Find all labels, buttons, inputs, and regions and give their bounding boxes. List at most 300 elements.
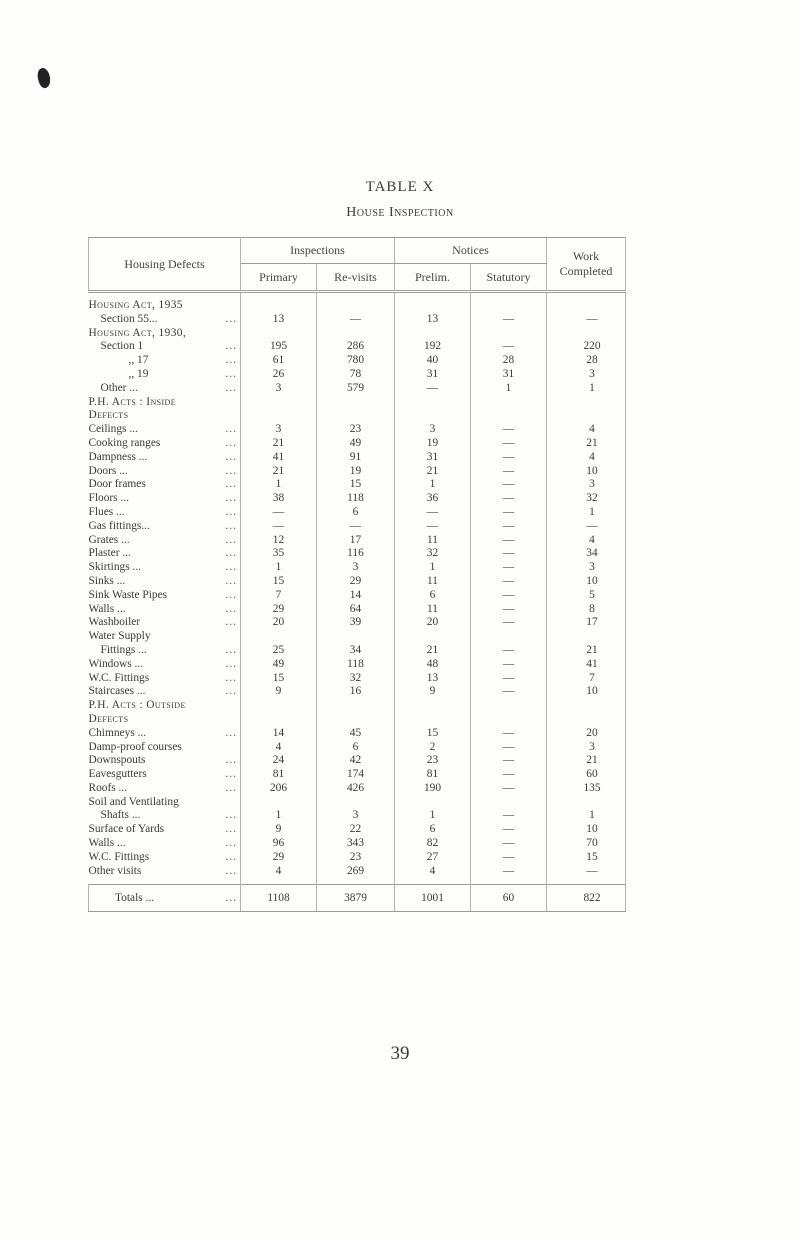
header-work-completed	[547, 238, 626, 292]
cell-primary: 3	[241, 382, 317, 396]
cell-work-completed	[547, 409, 626, 423]
table-row	[89, 478, 626, 492]
cell-statutory	[471, 299, 547, 313]
cell-primary: 9	[241, 823, 317, 837]
cell-revisits: 3	[317, 561, 395, 575]
cell-statutory	[471, 327, 547, 341]
row-label-text: Gas fittings...	[88, 519, 150, 532]
cell-statutory: —	[471, 506, 547, 520]
cell-primary	[241, 409, 317, 423]
row-label	[89, 423, 241, 437]
cell-statutory: —	[471, 547, 547, 561]
cell-prelim: 20	[395, 616, 471, 630]
cell-primary: 4	[241, 741, 317, 755]
cell-revisits: 14	[317, 589, 395, 603]
cell-primary: 3	[241, 423, 317, 437]
cell-work-completed: 17	[547, 616, 626, 630]
row-label-text: Windows ...	[88, 657, 144, 670]
cell-revisits	[317, 699, 395, 713]
cell-work-completed: 135	[547, 782, 626, 796]
cell-revisits: 269	[317, 865, 395, 879]
cell-primary: 24	[241, 754, 317, 768]
cell-work-completed: 15	[547, 851, 626, 865]
cell-prelim: 27	[395, 851, 471, 865]
cell-statutory: —	[471, 534, 547, 548]
table-row	[89, 451, 626, 465]
row-label-text: Eavesgutters	[88, 768, 147, 781]
cell-statutory: —	[471, 851, 547, 865]
house-inspection-table	[88, 237, 626, 912]
cell-primary: —	[241, 520, 317, 534]
section-heading: Housing Act, 1930,	[89, 327, 241, 341]
cell-statutory: —	[471, 340, 547, 354]
leader-dots: ...	[225, 671, 237, 684]
cell-prelim: 1	[395, 561, 471, 575]
leader-dots: ...	[225, 616, 237, 629]
cell-revisits: 34	[317, 644, 395, 658]
leader-dots: ...	[225, 643, 237, 656]
table-row	[89, 768, 626, 782]
cell-statutory: —	[471, 616, 547, 630]
cell-revisits: 32	[317, 672, 395, 686]
row-label-text: Door frames	[88, 478, 146, 491]
cell-statutory: —	[471, 658, 547, 672]
cell-primary: 20	[241, 616, 317, 630]
leader-dots: ...	[225, 726, 237, 739]
cell-statutory: —	[471, 313, 547, 327]
cell-work-completed: 21	[547, 754, 626, 768]
row-label	[89, 603, 241, 617]
table-row	[89, 699, 626, 713]
cell-revisits: 116	[317, 547, 395, 561]
cell-primary: 9	[241, 685, 317, 699]
cell-primary: 29	[241, 603, 317, 617]
table-row	[89, 547, 626, 561]
row-label	[89, 478, 241, 492]
leader-dots: ...	[225, 823, 237, 836]
leader-dots: ...	[225, 450, 237, 463]
row-label	[89, 672, 241, 686]
row-label-text: ,, 17	[128, 354, 149, 367]
cell-revisits: 6	[317, 741, 395, 755]
cell-work-completed: 4	[547, 451, 626, 465]
row-label	[89, 354, 241, 368]
cell-work-completed: 1	[547, 382, 626, 396]
cell-statutory: —	[471, 478, 547, 492]
table-row	[89, 630, 626, 644]
row-label-text: Fittings ...	[100, 643, 147, 656]
cell-prelim: 48	[395, 658, 471, 672]
row-label-text: Chimneys ...	[88, 726, 147, 739]
cell-work-completed: —	[547, 865, 626, 879]
leader-dots: ...	[225, 505, 237, 518]
cell-primary: 14	[241, 727, 317, 741]
cell-revisits: 16	[317, 685, 395, 699]
cell-work-completed: 8	[547, 603, 626, 617]
row-label	[89, 685, 241, 699]
leader-dots: ...	[225, 837, 237, 850]
header-revisits: Re-visits	[317, 264, 395, 292]
leader-dots: ...	[225, 657, 237, 670]
cell-revisits	[317, 409, 395, 423]
section-heading: P.H. Acts : Inside	[89, 396, 241, 410]
cell-prelim: 21	[395, 465, 471, 479]
header-primary: Primary	[241, 264, 317, 292]
cell-work-completed: 32	[547, 492, 626, 506]
cell-primary: 21	[241, 465, 317, 479]
row-label-text: Other ...	[100, 381, 138, 394]
row-label-text: Dampness ...	[88, 450, 148, 463]
cell-prelim: 31	[395, 451, 471, 465]
cell-statutory: —	[471, 492, 547, 506]
cell-primary	[241, 630, 317, 644]
row-label-text: Washboiler	[88, 616, 141, 629]
cell-prelim: —	[395, 520, 471, 534]
table-row	[89, 741, 626, 755]
table-row	[89, 354, 626, 368]
row-label	[89, 506, 241, 520]
cell-revisits: 45	[317, 727, 395, 741]
cell-revisits: 118	[317, 658, 395, 672]
leader-dots: ...	[225, 781, 237, 794]
cell-revisits	[317, 396, 395, 410]
row-label	[89, 741, 241, 755]
cell-statutory	[471, 409, 547, 423]
cell-work-completed	[547, 299, 626, 313]
cell-statutory: —	[471, 754, 547, 768]
table-row	[89, 865, 626, 879]
cell-revisits: 343	[317, 837, 395, 851]
cell-prelim: 21	[395, 644, 471, 658]
totals-row	[89, 885, 626, 912]
cell-revisits	[317, 299, 395, 313]
cell-prelim	[395, 699, 471, 713]
table-row	[89, 603, 626, 617]
row-label-text: Surface of Yards	[88, 823, 165, 836]
cell-revisits: 6	[317, 506, 395, 520]
cell-prelim: 23	[395, 754, 471, 768]
row-label-text: Sink Waste Pipes	[88, 588, 168, 601]
cell-primary: 4	[241, 865, 317, 879]
leader-dots: ...	[225, 685, 237, 698]
row-label	[89, 313, 241, 327]
cell-prelim: 15	[395, 727, 471, 741]
cell-prelim: 82	[395, 837, 471, 851]
cell-prelim: 6	[395, 823, 471, 837]
row-label	[89, 368, 241, 382]
row-label-text: Other visits	[88, 864, 142, 877]
cell-revisits: 64	[317, 603, 395, 617]
cell-work-completed: 3	[547, 741, 626, 755]
leader-dots: ...	[225, 754, 237, 767]
row-label	[89, 547, 241, 561]
header-statutory: Statutory	[471, 264, 547, 292]
table-row	[89, 396, 626, 410]
table-row	[89, 837, 626, 851]
cell-statutory: —	[471, 423, 547, 437]
row-label	[89, 492, 241, 506]
header-inspections: Inspections	[241, 238, 395, 264]
row-label	[89, 561, 241, 575]
leader-dots: ...	[225, 381, 237, 394]
row-label	[89, 451, 241, 465]
cell-revisits: 17	[317, 534, 395, 548]
cell-revisits: —	[317, 520, 395, 534]
cell-work-completed: 21	[547, 644, 626, 658]
cell-prelim: 9	[395, 685, 471, 699]
table-row	[89, 340, 626, 354]
cell-primary: 1	[241, 478, 317, 492]
row-label	[89, 809, 241, 823]
row-label-text: ,, 19	[128, 367, 149, 380]
leader-dots: ...	[225, 464, 237, 477]
cell-work-completed: 70	[547, 837, 626, 851]
cell-revisits: 22	[317, 823, 395, 837]
row-label	[89, 616, 241, 630]
cell-prelim: 19	[395, 437, 471, 451]
cell-statutory: —	[471, 575, 547, 589]
row-label	[89, 520, 241, 534]
section-heading: Housing Act, 1935	[89, 299, 241, 313]
row-label-text: Walls ...	[88, 602, 126, 615]
cell-prelim: 11	[395, 603, 471, 617]
totals-statutory: 60	[471, 885, 547, 912]
cell-prelim: 3	[395, 423, 471, 437]
cell-prelim: 13	[395, 313, 471, 327]
row-label	[89, 589, 241, 603]
cell-revisits: 780	[317, 354, 395, 368]
leader-dots: ...	[225, 547, 237, 560]
cell-prelim: 31	[395, 368, 471, 382]
cell-work-completed: 21	[547, 437, 626, 451]
cell-statutory: 1	[471, 382, 547, 396]
table-row	[89, 437, 626, 451]
cell-revisits	[317, 327, 395, 341]
cell-statutory	[471, 713, 547, 727]
cell-primary: 21	[241, 437, 317, 451]
cell-prelim	[395, 409, 471, 423]
cell-revisits	[317, 796, 395, 810]
row-label	[89, 644, 241, 658]
cell-work-completed: 41	[547, 658, 626, 672]
cell-statutory	[471, 699, 547, 713]
cell-work-completed: 220	[547, 340, 626, 354]
cell-primary	[241, 699, 317, 713]
cell-statutory: —	[471, 465, 547, 479]
cell-work-completed: 10	[547, 465, 626, 479]
cell-prelim	[395, 299, 471, 313]
row-label-text: W.C. Fittings	[88, 671, 150, 684]
table-row	[89, 409, 626, 423]
cell-statutory: —	[471, 603, 547, 617]
table-row	[89, 713, 626, 727]
row-label	[89, 340, 241, 354]
cell-primary: 206	[241, 782, 317, 796]
cell-primary	[241, 327, 317, 341]
table-row	[89, 327, 626, 341]
table-row	[89, 616, 626, 630]
row-subhead	[89, 630, 241, 644]
cell-statutory	[471, 796, 547, 810]
cell-revisits: 579	[317, 382, 395, 396]
cell-primary: 15	[241, 672, 317, 686]
cell-statutory: —	[471, 865, 547, 879]
cell-work-completed	[547, 630, 626, 644]
section-heading: Defects	[89, 409, 241, 423]
cell-prelim: 81	[395, 768, 471, 782]
leader-dots: ...	[225, 312, 237, 325]
cell-revisits: 174	[317, 768, 395, 782]
row-label	[89, 575, 241, 589]
cell-prelim: —	[395, 506, 471, 520]
leader-dots: ...	[225, 768, 237, 781]
table-row	[89, 382, 626, 396]
table-row	[89, 534, 626, 548]
leader-dots: ...	[225, 850, 237, 863]
leader-dots: ...	[225, 436, 237, 449]
cell-work-completed: 4	[547, 534, 626, 548]
row-label-text: Ceilings ...	[88, 423, 138, 436]
cell-statutory: —	[471, 837, 547, 851]
totals-label-text: Totals ...	[115, 892, 155, 905]
cell-statutory: —	[471, 672, 547, 686]
cell-statutory: 31	[471, 368, 547, 382]
cell-revisits: 286	[317, 340, 395, 354]
cell-primary: 26	[241, 368, 317, 382]
cell-work-completed	[547, 327, 626, 341]
totals-primary: 1108	[241, 885, 317, 912]
cell-revisits: 19	[317, 465, 395, 479]
cell-prelim: 13	[395, 672, 471, 686]
row-label-text: Flues ...	[88, 505, 125, 518]
cell-revisits: —	[317, 313, 395, 327]
header-work-completed-line2: Completed	[559, 264, 613, 278]
cell-work-completed: 28	[547, 354, 626, 368]
row-label-text: Downspouts	[88, 754, 146, 767]
cell-revisits	[317, 713, 395, 727]
row-label-text: Cooking ranges	[88, 436, 161, 449]
leader-dots: ...	[225, 519, 237, 532]
cell-prelim: 2	[395, 741, 471, 755]
cell-prelim	[395, 713, 471, 727]
cell-work-completed: 5	[547, 589, 626, 603]
cell-prelim: 32	[395, 547, 471, 561]
cell-prelim: —	[395, 382, 471, 396]
table-row	[89, 796, 626, 810]
row-subhead	[89, 796, 241, 810]
cell-prelim: 11	[395, 534, 471, 548]
cell-work-completed: 3	[547, 368, 626, 382]
section-heading: P.H. Acts : Outside	[89, 699, 241, 713]
cell-work-completed: 10	[547, 575, 626, 589]
cell-primary: 35	[241, 547, 317, 561]
header-notices: Notices	[395, 238, 547, 264]
cell-statutory: —	[471, 589, 547, 603]
cell-prelim	[395, 630, 471, 644]
row-label-text: Plaster ...	[88, 547, 131, 560]
cell-work-completed: —	[547, 520, 626, 534]
cell-work-completed: —	[547, 313, 626, 327]
header-prelim: Prelim.	[395, 264, 471, 292]
cell-primary: —	[241, 506, 317, 520]
cell-revisits: 118	[317, 492, 395, 506]
cell-primary: 7	[241, 589, 317, 603]
cell-statutory	[471, 396, 547, 410]
row-label-text: Water Supply	[88, 630, 151, 643]
cell-work-completed: 7	[547, 672, 626, 686]
cell-work-completed	[547, 796, 626, 810]
table-title: TABLE X	[365, 179, 435, 195]
table-row	[89, 520, 626, 534]
table-row	[89, 727, 626, 741]
cell-prelim: 36	[395, 492, 471, 506]
row-label-text: Floors ...	[88, 492, 130, 505]
table-row	[89, 589, 626, 603]
leader-dots: ...	[225, 367, 237, 380]
row-label	[89, 851, 241, 865]
cell-primary: 13	[241, 313, 317, 327]
table-row	[89, 575, 626, 589]
cell-statutory: —	[471, 809, 547, 823]
table-body	[89, 292, 626, 885]
row-label	[89, 754, 241, 768]
page-number: 39	[390, 1043, 410, 1064]
cell-primary: 61	[241, 354, 317, 368]
table-row	[89, 313, 626, 327]
cell-work-completed: 60	[547, 768, 626, 782]
leader-dots: ...	[225, 478, 237, 491]
leader-dots: ...	[225, 533, 237, 546]
header-housing-defects: Housing Defects	[89, 238, 241, 292]
cell-statutory	[471, 630, 547, 644]
totals-dots: ...	[225, 892, 237, 905]
cell-prelim	[395, 796, 471, 810]
cell-prelim: 6	[395, 589, 471, 603]
cell-work-completed	[547, 713, 626, 727]
row-label	[89, 865, 241, 879]
table-row	[89, 685, 626, 699]
row-label	[89, 534, 241, 548]
cell-primary: 195	[241, 340, 317, 354]
cell-prelim: 192	[395, 340, 471, 354]
cell-primary	[241, 299, 317, 313]
cell-revisits: 23	[317, 851, 395, 865]
cell-revisits	[317, 630, 395, 644]
table-row	[89, 782, 626, 796]
leader-dots: ...	[225, 561, 237, 574]
cell-statutory: —	[471, 768, 547, 782]
cell-statutory: —	[471, 437, 547, 451]
row-label	[89, 837, 241, 851]
cell-statutory: —	[471, 727, 547, 741]
row-label-text: Soil and Ventilating	[88, 795, 179, 808]
cell-primary: 49	[241, 658, 317, 672]
table-row	[89, 809, 626, 823]
row-label-text: Skirtings ...	[88, 561, 142, 574]
row-label-text: Damp-proof courses	[88, 740, 182, 753]
table-subtitle: House Inspection	[346, 205, 454, 220]
table-row	[89, 423, 626, 437]
cell-prelim	[395, 396, 471, 410]
cell-statutory: —	[471, 685, 547, 699]
cell-statutory: —	[471, 451, 547, 465]
leader-dots: ...	[225, 354, 237, 367]
cell-primary: 41	[241, 451, 317, 465]
cell-prelim: 1	[395, 478, 471, 492]
leader-dots: ...	[225, 864, 237, 877]
cell-revisits: 39	[317, 616, 395, 630]
cell-primary: 38	[241, 492, 317, 506]
